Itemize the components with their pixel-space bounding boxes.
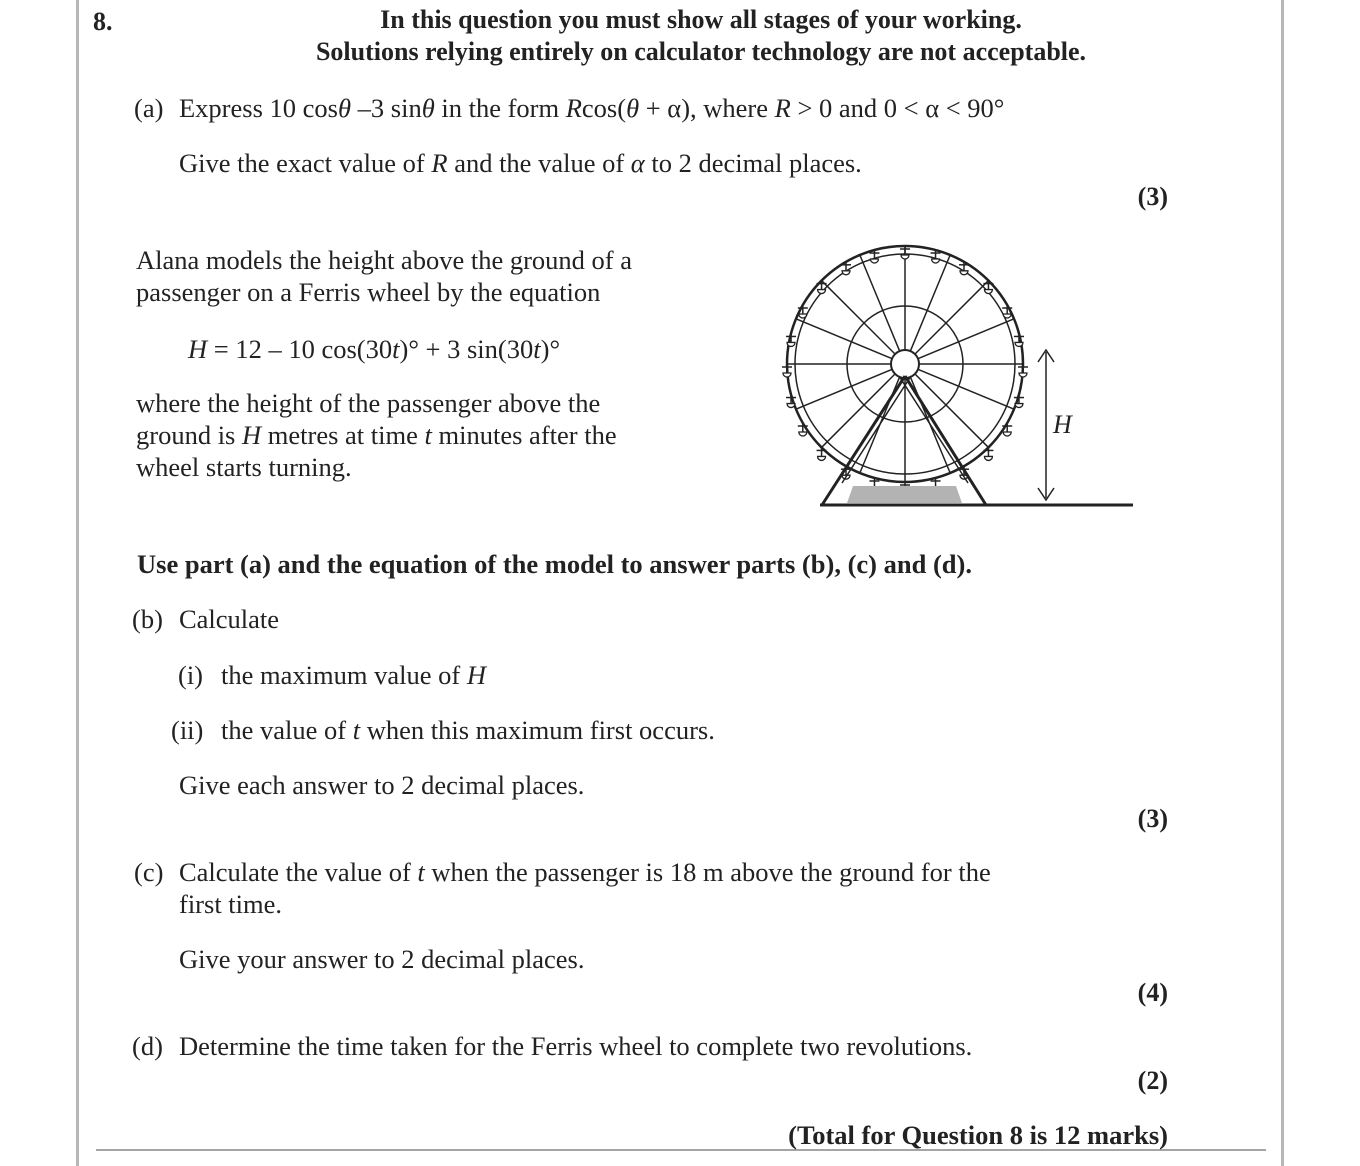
gondola-car bbox=[984, 456, 992, 460]
part-a-label: (a) bbox=[134, 93, 164, 123]
question-number: 8. bbox=[93, 7, 113, 36]
gondola-car bbox=[984, 290, 992, 294]
gondola-car bbox=[901, 255, 909, 259]
ground-and-support bbox=[820, 376, 1133, 505]
wheel-spoke bbox=[822, 281, 896, 355]
gondola-car bbox=[1019, 373, 1027, 377]
right-margin-line bbox=[1281, 0, 1284, 1166]
wheel-spoke bbox=[918, 319, 1014, 359]
part-c-line-1: Calculate the value of t when the passenger is 18 m above the ground for the bbox=[179, 857, 991, 887]
part-b-give: Give each answer to 2 decimal places. bbox=[179, 770, 585, 800]
left-margin-line bbox=[76, 0, 79, 1166]
height-label: H bbox=[1053, 410, 1072, 439]
use-parts-instruction: Use part (a) and the equation of the model to answer parts (b), (c) and (d). bbox=[137, 549, 972, 579]
part-b-ii-text: the value of t when this maximum first occurs. bbox=[221, 715, 715, 745]
gondola-car bbox=[960, 271, 968, 275]
model-where-line-2: ground is H metres at time t minutes after the bbox=[136, 420, 617, 450]
wheel-spoke bbox=[860, 255, 900, 351]
gondola-car bbox=[783, 373, 791, 377]
wheel-hub bbox=[891, 350, 919, 378]
gondola-car bbox=[818, 456, 826, 460]
part-d-label: (d) bbox=[132, 1031, 163, 1061]
gondola-car bbox=[799, 314, 807, 318]
model-intro-line-1: Alana models the height above the ground of a bbox=[136, 245, 632, 275]
instruction-line-2: Solutions relying entirely on calculator technology are not acceptable. bbox=[315, 37, 1087, 66]
part-b-i-label: (i) bbox=[178, 660, 204, 690]
gondola-car bbox=[870, 259, 878, 263]
part-b-text: Calculate bbox=[179, 604, 280, 634]
part-c-line-2: first time. bbox=[179, 889, 283, 919]
part-b-ii-label: (ii) bbox=[171, 715, 204, 745]
part-d-text: Determine the time taken for the Ferris wheel to complete two revolutions. bbox=[179, 1031, 973, 1061]
gondola-car bbox=[932, 259, 940, 263]
model-intro-line-2: passenger on a Ferris wheel by the equation bbox=[136, 277, 601, 307]
part-b-marks: (3) bbox=[1137, 804, 1168, 833]
model-where-line-3: wheel starts turning. bbox=[136, 452, 352, 482]
part-c-label: (c) bbox=[134, 857, 164, 887]
wheel-spoke bbox=[918, 369, 1014, 409]
part-c-marks: (4) bbox=[1137, 978, 1168, 1007]
gondola-car bbox=[842, 271, 850, 275]
part-d-marks: (2) bbox=[1137, 1066, 1168, 1095]
wheel-spoke bbox=[796, 369, 892, 409]
part-a-question: Express 10 cosθ –3 sinθ in the form Rcos(θ + α), where R > 0 and 0 < α < 90° bbox=[179, 93, 1005, 123]
height-arrow bbox=[1038, 350, 1054, 500]
gondola-car bbox=[1015, 404, 1023, 408]
part-b-label: (b) bbox=[132, 604, 163, 634]
wheel-spoke bbox=[915, 281, 989, 355]
gondola-car bbox=[787, 342, 795, 346]
wheel-spoke bbox=[910, 255, 950, 351]
gondola-car bbox=[818, 290, 826, 294]
part-b-i-text: the maximum value of H bbox=[221, 660, 486, 690]
instruction-line-1: In this question you must show all stages of your working. bbox=[380, 5, 1022, 34]
part-c-give: Give your answer to 2 decimal places. bbox=[179, 944, 585, 974]
part-a-marks: (3) bbox=[1137, 182, 1168, 211]
gondola-car bbox=[799, 432, 807, 436]
part-a-instruction: Give the exact value of R and the value of α to 2 decimal places. bbox=[179, 148, 862, 178]
model-where-line-1: where the height of the passenger above the bbox=[136, 388, 601, 418]
wheel-spoke bbox=[796, 319, 892, 359]
gondola-car bbox=[1015, 342, 1023, 346]
ferris-wheel bbox=[782, 246, 1028, 495]
gondola-car bbox=[1003, 432, 1011, 436]
question-total: (Total for Question 8 is 12 marks) bbox=[788, 1120, 1168, 1150]
model-equation: H = 12 – 10 cos(30t)° + 3 sin(30t)° bbox=[188, 334, 561, 364]
gondola-car bbox=[787, 404, 795, 408]
ferris-wheel-figure bbox=[770, 236, 1140, 516]
gondola-car bbox=[1003, 314, 1011, 318]
